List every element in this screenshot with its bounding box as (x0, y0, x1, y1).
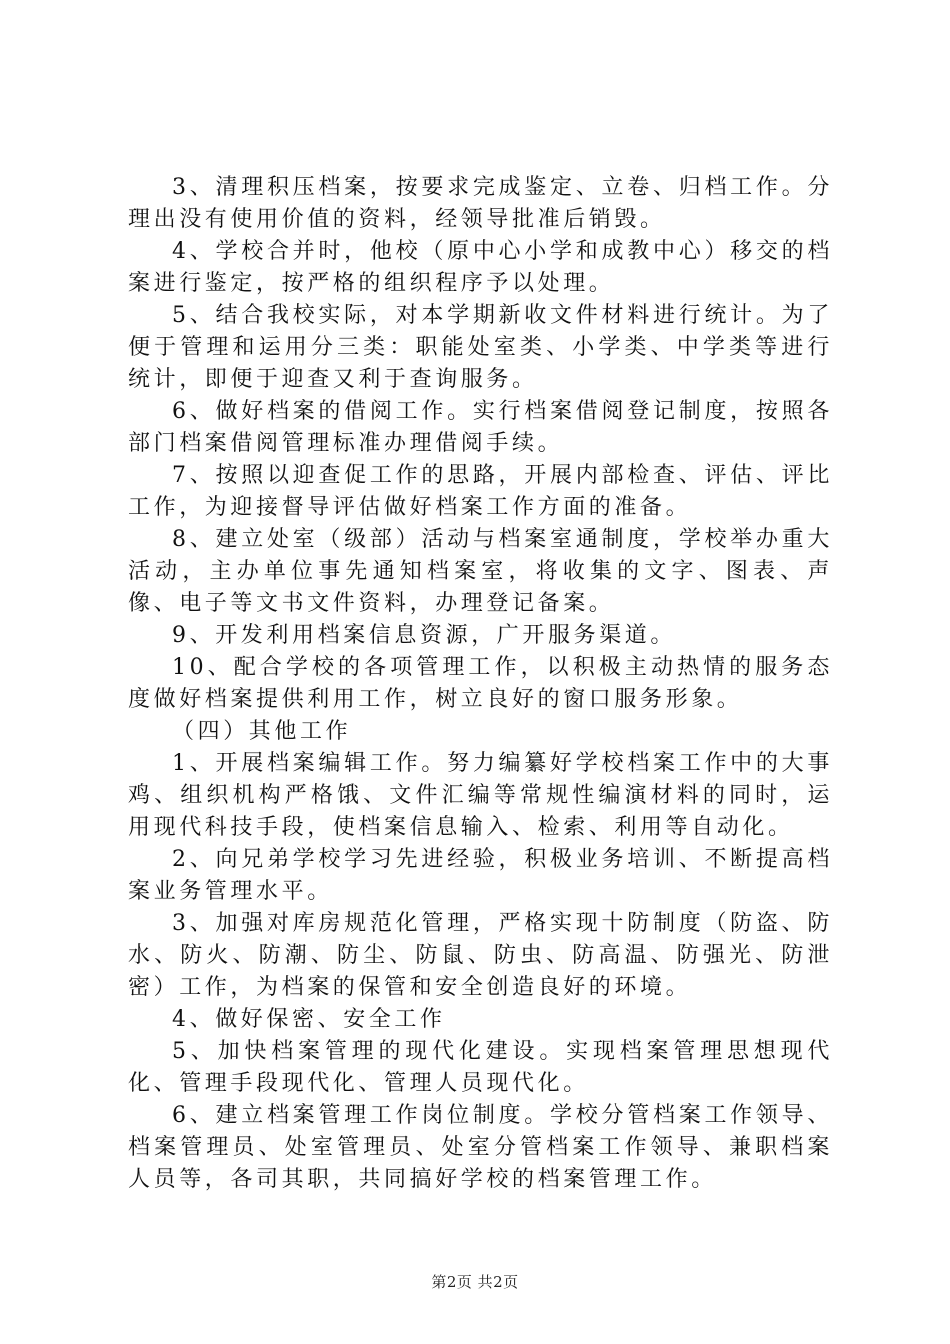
paragraph-other-1-editing: 1、开展档案编辑工作。努力编纂好学校档案工作中的大事鸡、组织机构严格饿、文件汇编等常规性编演材料的同时，运用现代科技手段，使档案信息输入、检索、利用等自动化。 (128, 751, 833, 840)
page-number-footer: 第2页 共2页 (431, 1273, 519, 1291)
paragraph-item-9-information-resources: 9、开发利用档案信息资源，广开服务渠道。 (172, 623, 676, 648)
paragraph-item-3-archive-cleanup: 3、清理积压档案，按要求完成鉴定、立卷、归档工作。分理出没有使用价值的资料，经领导批准后销毁。 (128, 175, 833, 232)
paragraph-item-10-service-image: 10、配合学校的各项管理工作，以积极主动热情的服务态度做好档案提供利用工作，树立良好的窗口服务形象。 (128, 655, 833, 712)
paragraph-other-4-security: 4、做好保密、安全工作 (172, 1007, 446, 1032)
paragraph-item-7-inspection: 7、按照以迎查促工作的思路，开展内部检查、评估、评比工作，为迎接督导评估做好档案工作方面的准备。 (128, 463, 833, 520)
paragraph-item-8-notification-system: 8、建立处室（级部）活动与档案室通制度，学校举办重大活动，主办单位事先通知档案室，将收集的文字、图表、声像、电子等文书文件资料，办理登记备案。 (128, 527, 833, 616)
paragraph-item-4-school-merger: 4、学校合并时，他校（原中心小学和成教中心）移交的档案进行鉴定，按严格的组织程序予以处理。 (128, 239, 833, 296)
document-body (128, 172, 833, 1196)
paragraph-other-5-modernization: 5、加快档案管理的现代化建设。实现档案管理思想现代化、管理手段现代化、管理人员现代化。 (128, 1039, 833, 1096)
paragraph-other-2-learning: 2、向兄弟学校学习先进经验，积极业务培训、不断提高档案业务管理水平。 (128, 847, 833, 904)
paragraph-item-6-borrowing: 6、做好档案的借阅工作。实行档案借阅登记制度，按照各部门档案借阅管理标准办理借阅手续。 (128, 399, 833, 456)
paragraph-other-3-storage: 3、加强对库房规范化管理，严格实现十防制度（防盗、防水、防火、防潮、防尘、防鼠、防虫、防高温、防强光、防泄密）工作，为档案的保管和安全创造良好的环境。 (128, 911, 833, 1000)
paragraph-item-5-statistics: 5、结合我校实际，对本学期新收文件材料进行统计。为了便于管理和运用分三类：职能处室类、小学类、中学类等进行统计，即便于迎查又利于查询服务。 (128, 303, 833, 392)
paragraph-other-6-post-system: 6、建立档案管理工作岗位制度。学校分管档案工作领导、档案管理员、处室管理员、处室分管档案工作领导、兼职档案人员等，各司其职，共同搞好学校的档案管理工作。 (128, 1103, 833, 1192)
section-heading-other-work: （四）其他工作 (172, 719, 352, 744)
